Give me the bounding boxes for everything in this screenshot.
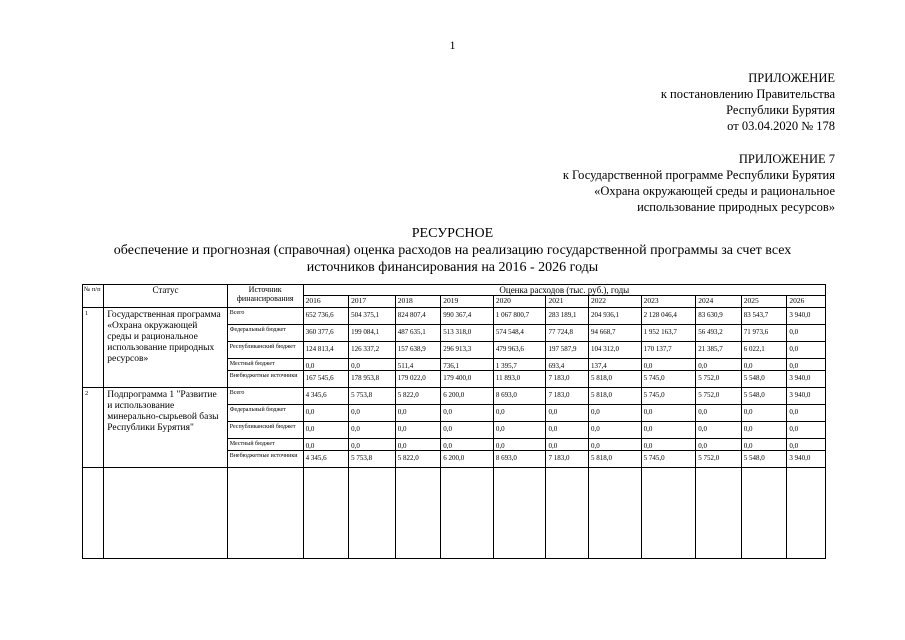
expense-value: 0,0 [546, 405, 589, 422]
appendix-line: к постановлению Правительства [660, 87, 835, 101]
expense-value: 283 189,1 [546, 308, 589, 325]
empty-cell [696, 468, 742, 559]
expense-value: 0,0 [303, 405, 349, 422]
year-header: 2022 [588, 296, 641, 308]
funding-source: Республиканский бюджет [227, 422, 303, 439]
expense-value: 0,0 [493, 422, 546, 439]
expense-value: 0,0 [741, 359, 787, 371]
expense-value: 0,0 [441, 422, 494, 439]
empty-cell [588, 468, 641, 559]
expense-value: 179 400,0 [441, 371, 494, 388]
expense-value: 296 913,3 [441, 342, 494, 359]
expense-value: 179 022,0 [395, 371, 441, 388]
appendix-line: использование природных ресурсов» [637, 200, 835, 214]
table-row [83, 388, 826, 405]
expense-value: 574 548,4 [493, 325, 546, 342]
expense-value: 0,0 [787, 342, 826, 359]
expense-value: 0,0 [787, 439, 826, 451]
expense-value: 0,0 [741, 405, 787, 422]
expense-value: 6 200,0 [441, 388, 494, 405]
appendix-government-resolution [661, 70, 835, 134]
expense-value: 2 128 046,4 [641, 308, 696, 325]
expense-value: 3 940,0 [787, 451, 826, 468]
expense-value: 0,0 [696, 422, 742, 439]
expense-value: 0,0 [696, 359, 742, 371]
appendix-line: от 03.04.2020 № 178 [727, 119, 835, 133]
expense-value: 0,0 [741, 439, 787, 451]
expense-value: 170 137,7 [641, 342, 696, 359]
header-estimate: Оценка расходов (тыс. руб.), годы [303, 285, 825, 296]
funding-source: Республиканский бюджет [227, 342, 303, 359]
table-row [83, 308, 826, 325]
expense-value: 157 638,9 [395, 342, 441, 359]
year-header: 2026 [787, 296, 826, 308]
row-number: 1 [83, 308, 104, 388]
year-header: 2017 [349, 296, 396, 308]
expense-value: 504 375,1 [349, 308, 396, 325]
year-header: 2023 [641, 296, 696, 308]
expense-value: 5 752,0 [696, 451, 742, 468]
expense-value: 56 493,2 [696, 325, 742, 342]
expense-value: 124 813,4 [303, 342, 349, 359]
funding-source: Внебюджетные источники [227, 451, 303, 468]
expense-value: 0,0 [787, 405, 826, 422]
expense-value: 6 022,1 [741, 342, 787, 359]
program-status: Государственная программа «Охрана окружающей среды и рациональное использование природных ресурсов» [104, 308, 227, 388]
expense-value: 71 973,6 [741, 325, 787, 342]
expense-value: 5 745,0 [641, 451, 696, 468]
expense-value: 652 736,6 [303, 308, 349, 325]
expense-value: 0,0 [303, 359, 349, 371]
year-header: 2018 [395, 296, 441, 308]
expense-value: 5 752,0 [696, 371, 742, 388]
empty-cell [303, 468, 349, 559]
expense-value: 487 635,1 [395, 325, 441, 342]
expense-value: 0,0 [395, 422, 441, 439]
appendix-line: ПРИЛОЖЕНИЕ [748, 71, 835, 85]
expense-value: 1 067 800,7 [493, 308, 546, 325]
expense-value: 77 724,8 [546, 325, 589, 342]
expense-value: 0,0 [696, 439, 742, 451]
document-subtitle: обеспечение и прогнозная (справочная) оценка расходов на реализацию государственной программы за счет всех источников финансирования на 2016 - 2026 годы [113, 243, 792, 275]
expense-value: 5 753,8 [349, 388, 396, 405]
expense-value: 0,0 [349, 359, 396, 371]
expense-value: 83 543,7 [741, 308, 787, 325]
year-header: 2016 [303, 296, 349, 308]
expense-value: 5 818,0 [588, 371, 641, 388]
expense-value: 5 818,0 [588, 451, 641, 468]
funding-source: Местный бюджет [227, 439, 303, 451]
expense-value: 5 548,0 [741, 371, 787, 388]
expense-value: 360 377,6 [303, 325, 349, 342]
expense-value: 0,0 [588, 422, 641, 439]
expense-value: 8 693,0 [493, 388, 546, 405]
expense-value: 693,4 [546, 359, 589, 371]
expense-value: 21 385,7 [696, 342, 742, 359]
expense-value: 5 822,0 [395, 388, 441, 405]
row-number: 2 [83, 388, 104, 468]
expense-value: 167 545,6 [303, 371, 349, 388]
appendix-line: Республики Бурятия [726, 103, 835, 117]
expense-value: 94 668,7 [588, 325, 641, 342]
funding-source: Внебюджетные источники [227, 371, 303, 388]
empty-cell [395, 468, 441, 559]
header-status: Статус [104, 285, 227, 308]
expense-value: 0,0 [349, 405, 396, 422]
empty-cell [104, 468, 227, 559]
expense-value: 0,0 [546, 422, 589, 439]
expense-value: 0,0 [303, 439, 349, 451]
appendix-line: «Охрана окружающей среды и рациональное [594, 184, 835, 198]
expense-value: 83 630,9 [696, 308, 742, 325]
expense-value: 0,0 [641, 359, 696, 371]
expense-value: 0,0 [493, 439, 546, 451]
expense-value: 0,0 [546, 439, 589, 451]
page-number: 1 [449, 38, 456, 52]
expense-value: 7 183,0 [546, 451, 589, 468]
expense-value: 736,1 [441, 359, 494, 371]
expense-value: 0,0 [741, 422, 787, 439]
resource-table [82, 284, 826, 559]
empty-row [83, 468, 826, 559]
appendix-state-program [563, 151, 835, 215]
expense-value: 3 940,0 [787, 371, 826, 388]
empty-cell [741, 468, 787, 559]
funding-source: Федеральный бюджет [227, 325, 303, 342]
expense-value: 0,0 [787, 422, 826, 439]
expense-value: 5 745,0 [641, 388, 696, 405]
expense-value: 511,4 [395, 359, 441, 371]
document-title: РЕСУРСНОЕ [411, 226, 494, 241]
year-header: 2021 [546, 296, 589, 308]
expense-value: 3 940,0 [787, 388, 826, 405]
appendix-line: к Государственной программе Республики Бурятия [562, 168, 835, 182]
empty-cell [787, 468, 826, 559]
expense-value: 1 952 163,7 [641, 325, 696, 342]
appendix-line: ПРИЛОЖЕНИЕ 7 [738, 152, 835, 166]
expense-value: 0,0 [588, 405, 641, 422]
program-status: Подпрограмма 1 "Развитие и использование минерально-сырьевой базы Республики Бурятия" [104, 388, 227, 468]
expense-value: 5 548,0 [741, 451, 787, 468]
header-source: Источник финансирования [227, 285, 303, 308]
year-header: 2019 [441, 296, 494, 308]
funding-source: Местный бюджет [227, 359, 303, 371]
expense-value: 479 963,6 [493, 342, 546, 359]
empty-cell [493, 468, 546, 559]
expense-value: 4 345,6 [303, 451, 349, 468]
expense-value: 104 312,0 [588, 342, 641, 359]
expense-value: 11 893,0 [493, 371, 546, 388]
expense-value: 990 367,4 [441, 308, 494, 325]
expense-value: 137,4 [588, 359, 641, 371]
expense-value: 0,0 [395, 439, 441, 451]
expense-value: 0,0 [588, 439, 641, 451]
expense-value: 0,0 [349, 422, 396, 439]
expense-value: 0,0 [641, 422, 696, 439]
expense-value: 0,0 [641, 405, 696, 422]
empty-cell [641, 468, 696, 559]
expense-value: 178 953,8 [349, 371, 396, 388]
expense-value: 5 745,0 [641, 371, 696, 388]
year-header: 2020 [493, 296, 546, 308]
expense-value: 5 752,0 [696, 388, 742, 405]
expense-value: 7 183,0 [546, 371, 589, 388]
empty-cell [546, 468, 589, 559]
funding-source: Всего [227, 388, 303, 405]
header-num: № п/п [83, 285, 104, 308]
expense-value: 126 337,2 [349, 342, 396, 359]
empty-cell [83, 468, 104, 559]
expense-value: 6 200,0 [441, 451, 494, 468]
year-header: 2025 [741, 296, 787, 308]
expense-value: 513 318,0 [441, 325, 494, 342]
funding-source: Всего [227, 308, 303, 325]
expense-value: 197 587,9 [546, 342, 589, 359]
expense-value: 1 395,7 [493, 359, 546, 371]
empty-cell [441, 468, 494, 559]
expense-value: 0,0 [787, 325, 826, 342]
expense-value: 3 940,0 [787, 308, 826, 325]
empty-cell [227, 468, 303, 559]
expense-value: 0,0 [787, 359, 826, 371]
expense-value: 8 693,0 [493, 451, 546, 468]
funding-source: Федеральный бюджет [227, 405, 303, 422]
expense-value: 7 183,0 [546, 388, 589, 405]
expense-value: 4 345,6 [303, 388, 349, 405]
expense-value: 0,0 [303, 422, 349, 439]
expense-value: 0,0 [493, 405, 546, 422]
expense-value: 0,0 [641, 439, 696, 451]
expense-value: 0,0 [441, 439, 494, 451]
expense-value: 199 084,1 [349, 325, 396, 342]
expense-value: 0,0 [349, 439, 396, 451]
expense-value: 5 548,0 [741, 388, 787, 405]
empty-cell [349, 468, 396, 559]
expense-value: 5 818,0 [588, 388, 641, 405]
expense-value: 0,0 [395, 405, 441, 422]
expense-value: 5 753,8 [349, 451, 396, 468]
expense-value: 5 822,0 [395, 451, 441, 468]
expense-value: 824 807,4 [395, 308, 441, 325]
expense-value: 204 936,1 [588, 308, 641, 325]
expense-value: 0,0 [696, 405, 742, 422]
year-header: 2024 [696, 296, 742, 308]
expense-value: 0,0 [441, 405, 494, 422]
